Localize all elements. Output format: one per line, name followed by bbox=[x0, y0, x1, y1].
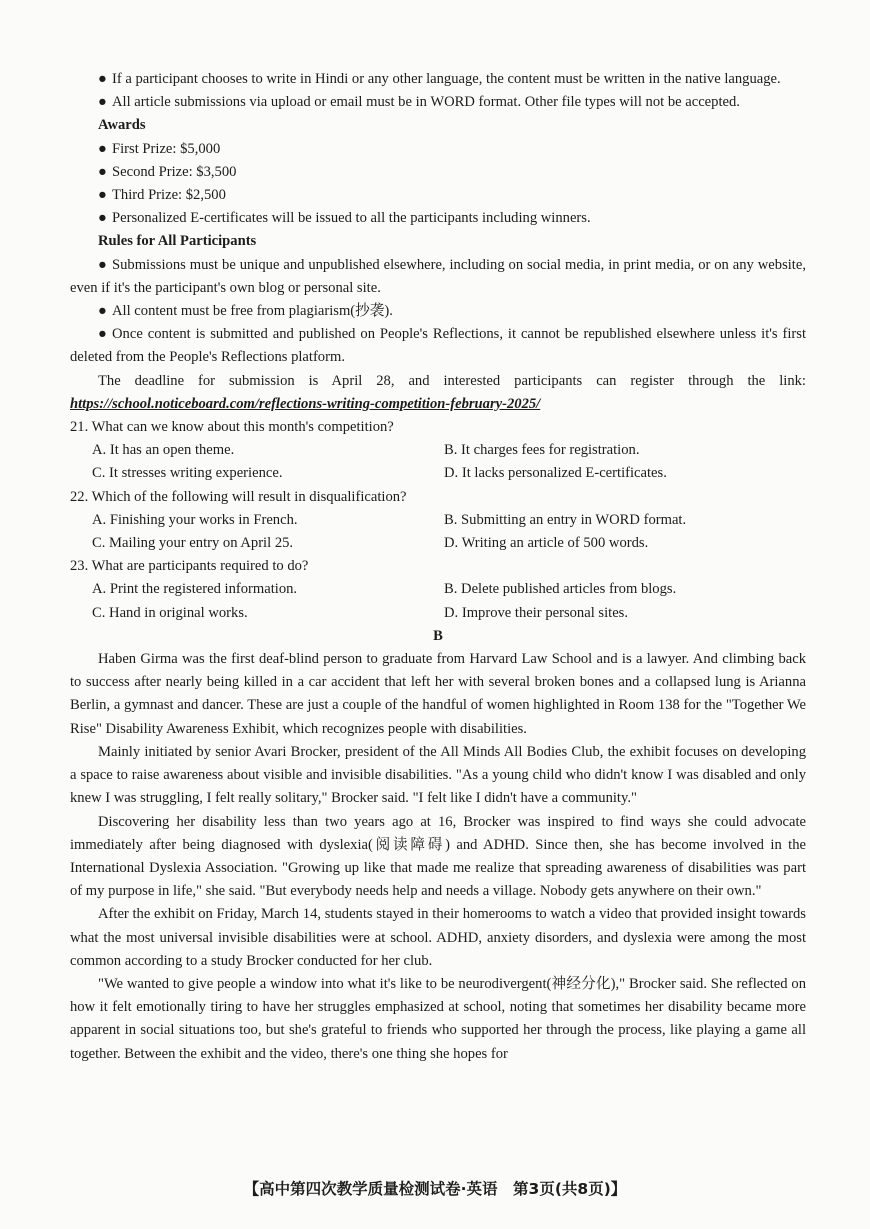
registration-link[interactable]: https://school.noticeboard.com/reflections-writing-competition-february-2025/ bbox=[70, 395, 541, 412]
passage-paragraph: Discovering her disability less than two years ago at 16, Brocker was inspired to find ways she could advocate immediately after being diagnosed with dyslexia(阅读障碍) and ADHD. Since then, she has become involved in the International Dyslexia Association. "Growing up like that made me realize that spreading awareness of disabilities was part of my purpose in life," she said. "But everybody needs help and needs a village. Nobody gets anywhere on their own." bbox=[70, 813, 806, 900]
bullet-icon: ● bbox=[98, 303, 107, 320]
options-22 bbox=[70, 509, 806, 555]
list-item: ● Second Prize: $3,500 bbox=[70, 161, 806, 184]
option-d: D. Writing an article of 500 words. bbox=[444, 535, 649, 552]
list-item: ● All content must be free from plagiarism(抄袭). bbox=[70, 300, 806, 323]
list-item: ● First Prize: $5,000 bbox=[70, 138, 806, 161]
list-item: ● Personalized E-certificates will be issued to all the participants including winners. bbox=[70, 207, 806, 230]
list-item: ● Once content is submitted and published on People's Reflections, it cannot be republished elsewhere unless it's first deleted from the People's Reflections platform. bbox=[70, 323, 806, 369]
deadline-paragraph: The deadline for submission is April 28, and interested participants can register through the link: https://school.noticeboard.com/reflections-writing-competition-february-2025/ bbox=[70, 372, 806, 412]
option-b: B. Delete published articles from blogs. bbox=[444, 581, 677, 598]
page-footer: 【高中第四次教学质量检测试卷·英语 第3页(共8页)】 bbox=[243, 1180, 627, 1198]
bullet-icon: ● bbox=[98, 71, 107, 87]
option-c: C. Mailing your entry on April 25. bbox=[92, 535, 294, 552]
options-23 bbox=[70, 578, 806, 624]
bullet-icon: ● bbox=[98, 163, 107, 180]
list-item: ● Submissions must be unique and unpublished elsewhere, including on social media, in print media, or on any website, even if it's the participant's own blog or personal site. bbox=[70, 254, 806, 300]
option-c: C. Hand in original works. bbox=[92, 604, 248, 621]
bullet-icon: ● bbox=[98, 140, 107, 157]
question-21: 21. What can we know about this month's competition? bbox=[70, 419, 394, 436]
option-c: C. It stresses writing experience. bbox=[92, 465, 283, 482]
list-item: ● If a participant chooses to write in Hindi or any other language, the content must be written in the native language. bbox=[70, 68, 806, 91]
bullet-icon: ● bbox=[98, 94, 107, 111]
question-23: 23. What are participants required to do? bbox=[70, 558, 309, 575]
bullet-icon: ● bbox=[98, 326, 107, 343]
passage-paragraph: Mainly initiated by senior Avari Brocker, president of the All Minds All Bodies Club, the exhibit focuses on developing a space to raise awareness about visible and invisible disabilities. "As a young child who didn't know I was disabled and only knew I was struggling, I felt really solitary," Brocker said. "I felt like I didn't have a community." bbox=[70, 743, 806, 807]
bullet-icon: ● bbox=[98, 256, 107, 273]
option-d: D. Improve their personal sites. bbox=[444, 604, 628, 621]
option-d: D. It lacks personalized E-certificates. bbox=[444, 465, 667, 482]
list-item: ● All article submissions via upload or email must be in WORD format. Other file types will not be accepted. bbox=[70, 91, 806, 114]
options-21 bbox=[70, 439, 806, 485]
bullet-icon: ● bbox=[98, 187, 107, 204]
option-a: A. It has an open theme. bbox=[92, 442, 235, 459]
option-b: B. Submitting an entry in WORD format. bbox=[444, 511, 687, 528]
option-b: B. It charges fees for registration. bbox=[444, 442, 640, 459]
question-22: 22. Which of the following will result in disqualification? bbox=[70, 488, 407, 505]
bullet-icon: ● bbox=[98, 210, 107, 227]
passage-paragraph: "We wanted to give people a window into what it's like to be neurodivergent(神经分化)," Brocker said. She reflected on how it felt emotionally tiring to have her struggles emphasized at school, noting that sometimes her disability became more apparent in social situations too, but she's grateful to friends who supported her through the process, like playing a game all together. Between the exhibit and the video, there's one thing she hopes for bbox=[70, 975, 806, 1062]
rules-heading: Rules for All Participants bbox=[98, 233, 257, 250]
exam-page bbox=[70, 68, 806, 1066]
option-a: A. Finishing your works in French. bbox=[92, 511, 298, 528]
section-b-title: B bbox=[433, 627, 443, 644]
awards-heading: Awards bbox=[98, 117, 146, 134]
option-a: A. Print the registered information. bbox=[92, 581, 298, 598]
passage-paragraph: Haben Girma was the first deaf-blind person to graduate from Harvard Law School and is a lawyer. And climbing back to success after nearly being killed in a car accident that left her with several broken bones and a collapsed lung is Arianna Berlin, a gymnast and dancer. These are just a couple of the handful of women highlighted in Room 138 for the "Together We Rise" Disability Awareness Exhibit, which recognizes people with disabilities. bbox=[70, 651, 806, 737]
list-item: ● Third Prize: $2,500 bbox=[70, 184, 806, 207]
passage-paragraph: After the exhibit on Friday, March 14, students stayed in their homerooms to watch a video that provided insight towards what the most universal invisible disabilities were at school. ADHD, anxiety disorders, and dyslexia were among the most common according to a study Brocker conducted for her club. bbox=[70, 906, 806, 969]
